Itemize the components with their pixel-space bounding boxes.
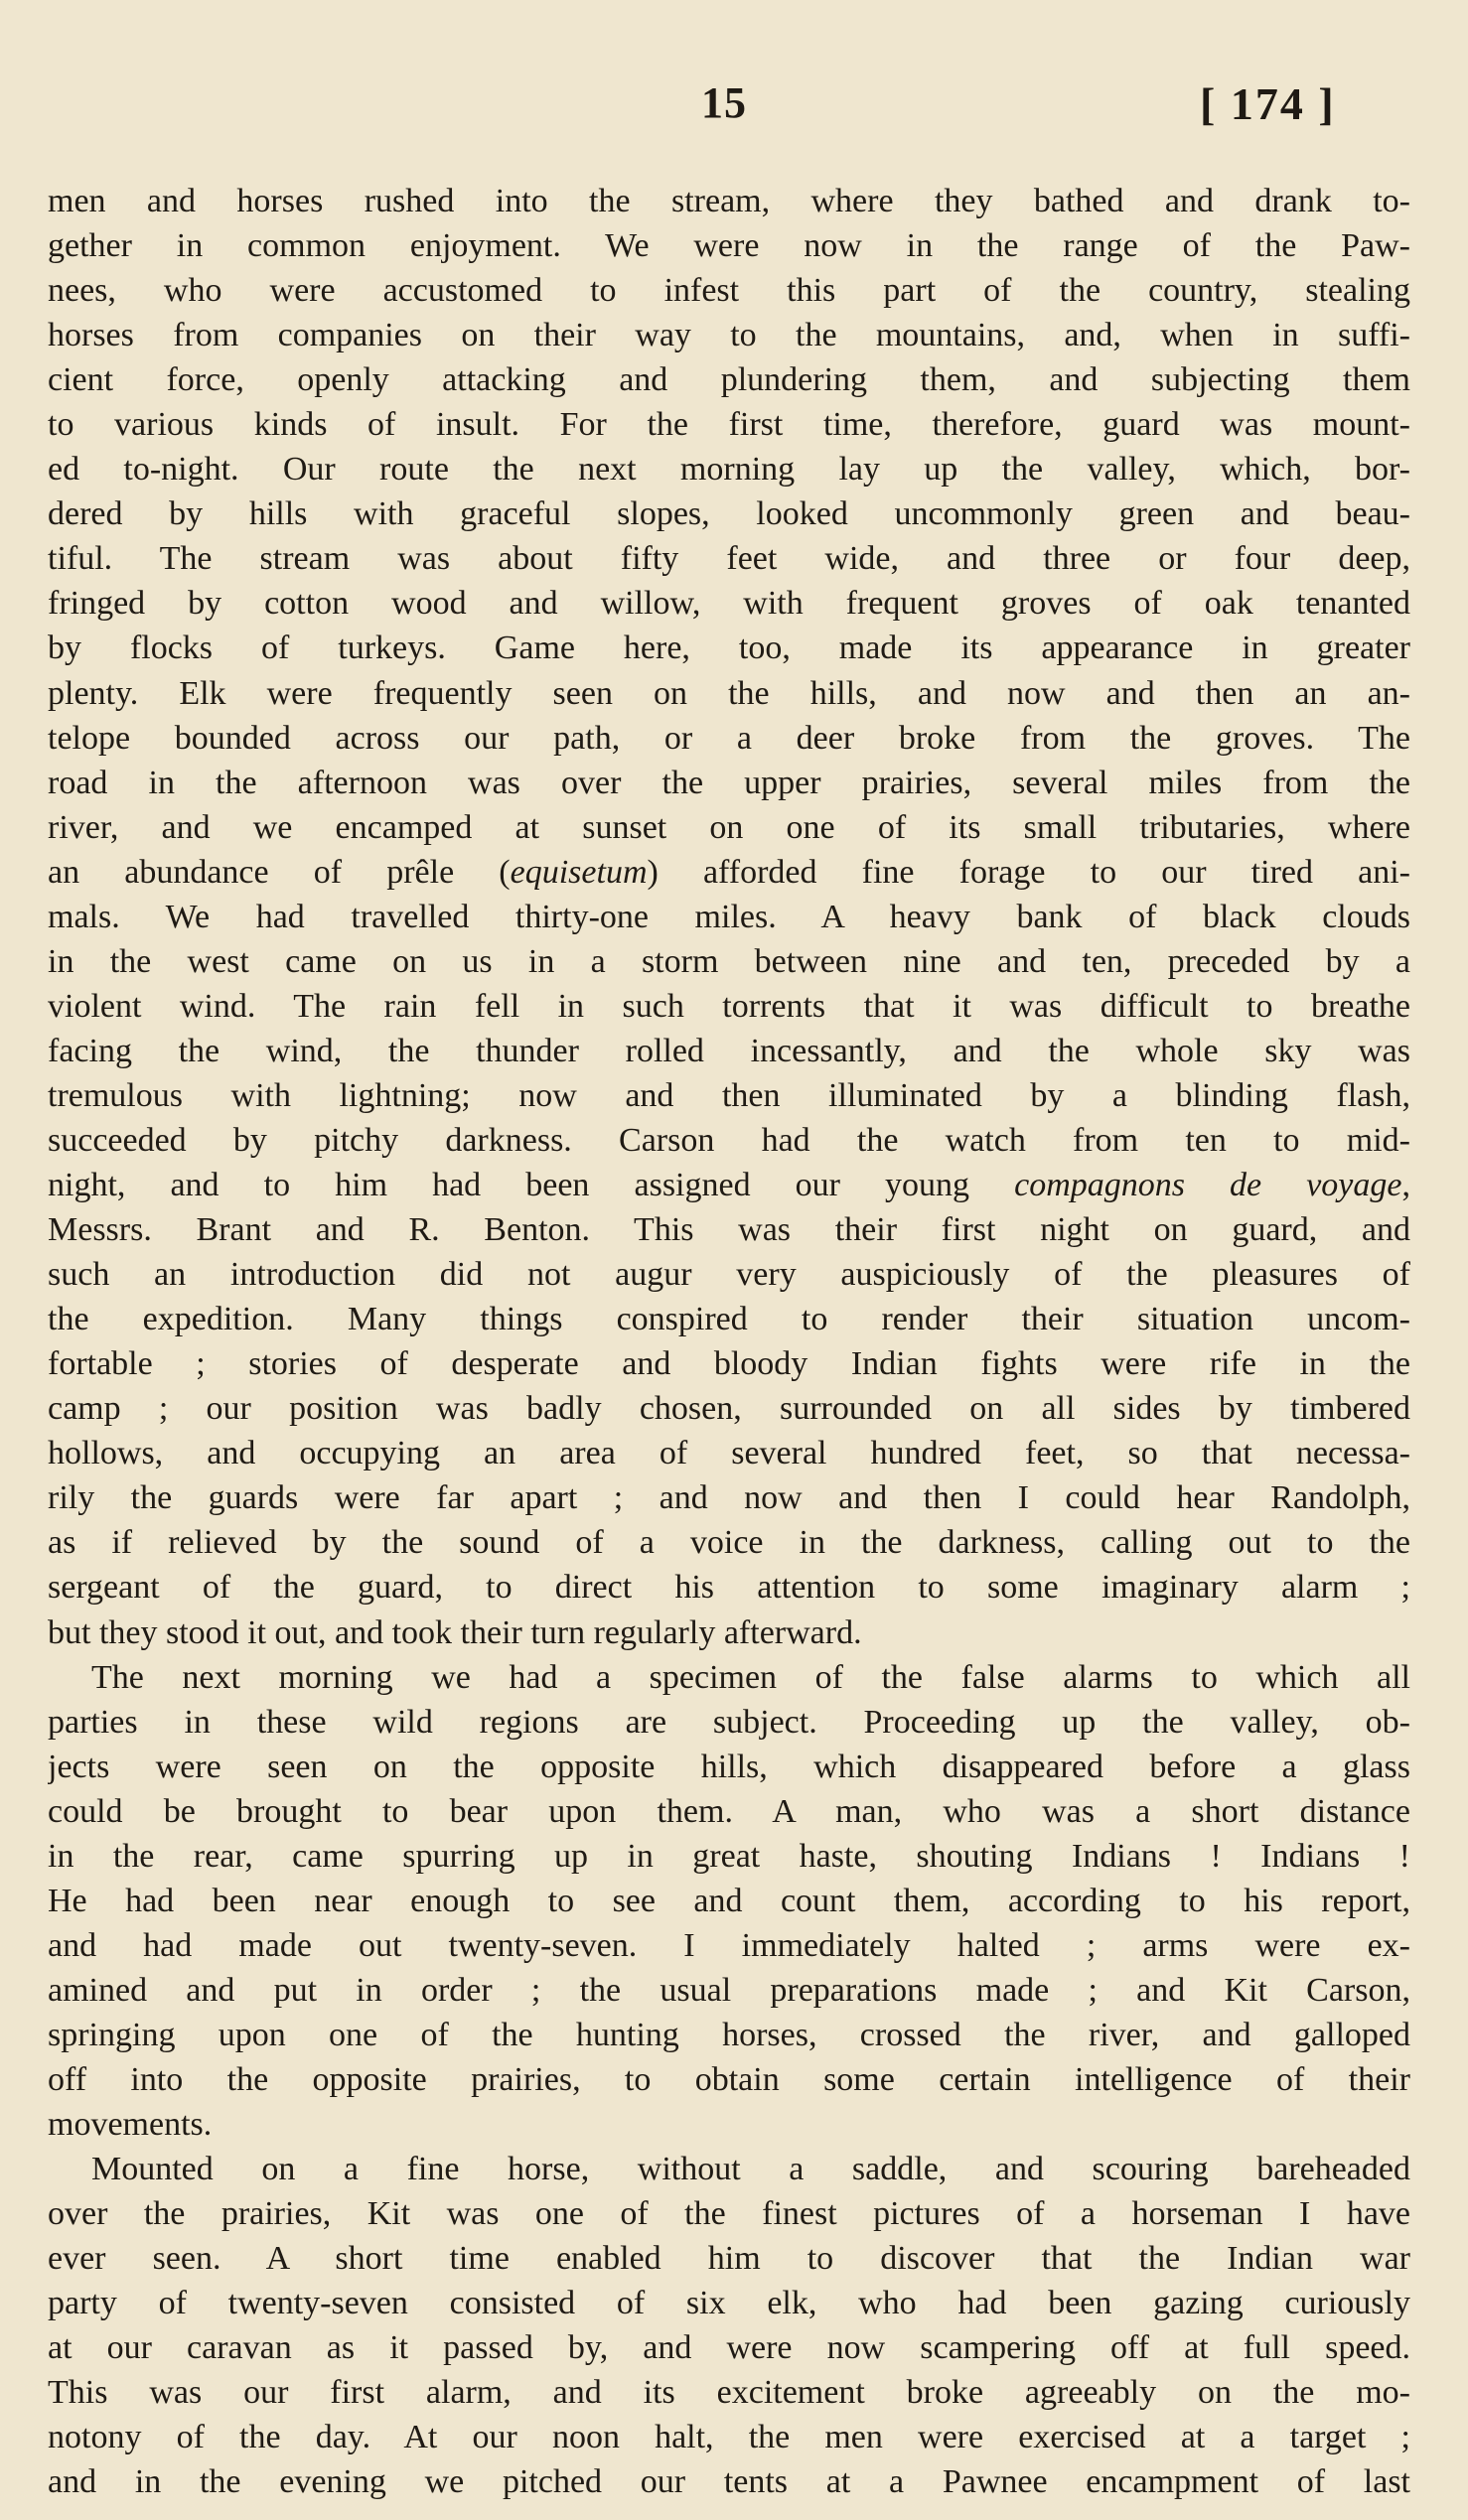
text-line: tiful. The stream was about fifty feet wide, and three or four deep, xyxy=(48,540,1410,578)
text-line: river, and we encamped at sunset on one of its small tributaries, where xyxy=(48,808,1410,846)
text-line: mals. We had travelled thirty-one miles. A heavy bank of black clouds xyxy=(48,898,1410,935)
text-segment: , xyxy=(1401,1167,1410,1204)
text-line: in the rear, came spurring up in great haste, shouting Indians ! Indians ! xyxy=(48,1837,1410,1875)
text-line: ed to-night. Our route the next morning lay up the valley, which, bor- xyxy=(48,451,1410,489)
text-line: the expedition. Many things conspired to render their situation uncom- xyxy=(48,1301,1410,1338)
text-line: violent wind. The rain fell in such torrents that it was difficult to breathe xyxy=(48,987,1410,1025)
text-line: sergeant of the guard, to direct his attention to some imaginary alarm ; xyxy=(48,1569,1410,1607)
text-line: at our caravan as it passed by, and were now scampering off at full speed. xyxy=(48,2329,1410,2367)
text-line: to various kinds of insult. For the first time, therefore, guard was mount- xyxy=(48,406,1410,444)
text-line: Mounted on a fine horse, without a saddle, and scouring bareheaded xyxy=(91,2151,1410,2188)
document-page xyxy=(48,77,1410,2500)
text-line: in the west came on us in a storm between nine and ten, preceded by a xyxy=(48,942,1410,980)
text-line xyxy=(48,850,1410,895)
text-line: such an introduction did not augur very auspiciously of the pleasures of xyxy=(48,1256,1410,1294)
bracketed-page-number: [ 174 ] xyxy=(1200,78,1336,129)
text-line: and had made out twenty-seven. I immediately halted ; arms were ex- xyxy=(48,1926,1410,1964)
text-line: by flocks of turkeys. Game here, too, made its appearance in greater xyxy=(48,630,1410,667)
text-line: gether in common enjoyment. We were now in the range of the Paw- xyxy=(48,227,1410,265)
text-line: movements. xyxy=(48,2106,213,2144)
text-line: but they stood it out, and took their turn regularly afterward. xyxy=(48,1613,862,1651)
text-line: This was our first alarm, and its excitement broke agreeably on the mo- xyxy=(48,2374,1410,2412)
text-line: The next morning we had a specimen of the false alarms to which all xyxy=(91,1658,1410,1696)
text-line: parties in these wild regions are subject. Proceeding up the valley, ob- xyxy=(48,1703,1410,1741)
text-line: tremulous with lightning; now and then illuminated by a blinding flash, xyxy=(48,1076,1410,1114)
text-line: off into the opposite prairies, to obtain some certain intelligence of their xyxy=(48,2060,1410,2098)
text-line: camp ; our position was badly chosen, surrounded on all sides by timbered xyxy=(48,1390,1410,1428)
text-line: He had been near enough to see and count them, according to his report, xyxy=(48,1882,1410,1919)
page-number: 15 xyxy=(701,78,747,127)
text-line: telope bounded across our path, or a deer broke from the groves. The xyxy=(48,719,1410,757)
text-line: succeeded by pitchy darkness. Carson had the watch from ten to mid- xyxy=(48,1121,1410,1159)
text-segment: an abundance of prêle ( xyxy=(48,853,511,891)
text-line: dered by hills with graceful slopes, looked uncommonly green and beau- xyxy=(48,495,1410,533)
text-line: cient force, openly attacking and plundering them, and subjecting them xyxy=(48,361,1410,399)
text-line: jects were seen on the opposite hills, which disappeared before a glass xyxy=(48,1748,1410,1785)
text-segment: night, and to him had been assigned our young xyxy=(48,1167,1015,1204)
body-text xyxy=(48,179,1410,2504)
text-line: road in the afternoon was over the upper prairies, several miles from the xyxy=(48,764,1410,801)
text-line: horses from companies on their way to the mountains, and, when in suffi- xyxy=(48,317,1410,354)
text-line: party of twenty-seven consisted of six elk, who had been gazing curiously xyxy=(48,2285,1410,2322)
page-header xyxy=(48,77,1410,147)
italic-term: equisetum xyxy=(510,853,648,891)
text-line: facing the wind, the thunder rolled incessantly, and the whole sky was xyxy=(48,1032,1410,1069)
text-line: and in the evening we pitched our tents at a Pawnee encampment of last xyxy=(48,2463,1410,2501)
text-line: rily the guards were far apart ; and now and then I could hear Randolph, xyxy=(48,1479,1410,1517)
text-line: hollows, and occupying an area of several hundred feet, so that necessa- xyxy=(48,1435,1410,1472)
text-line xyxy=(48,1163,1410,1207)
text-line: over the prairies, Kit was one of the finest pictures of a horseman I have xyxy=(48,2195,1410,2233)
text-line: notony of the day. At our noon halt, the men were exercised at a target ; xyxy=(48,2419,1410,2456)
italic-term: compagnons de voyage xyxy=(1014,1167,1402,1204)
text-line: men and horses rushed into the stream, where they bathed and drank to- xyxy=(48,183,1410,219)
text-line: nees, who were accustomed to infest this part of the country, stealing xyxy=(48,272,1410,310)
text-line: as if relieved by the sound of a voice in the darkness, calling out to the xyxy=(48,1524,1410,1562)
text-line: fortable ; stories of desperate and bloody Indian fights were rife in the xyxy=(48,1345,1410,1383)
text-line: springing upon one of the hunting horses, crossed the river, and galloped xyxy=(48,2016,1410,2053)
text-line: amined and put in order ; the usual preparations made ; and Kit Carson, xyxy=(48,1971,1410,2009)
text-line: Messrs. Brant and R. Benton. This was their first night on guard, and xyxy=(48,1211,1410,1249)
text-segment: ) afforded fine forage to our tired ani- xyxy=(647,853,1410,891)
text-line: fringed by cotton wood and willow, with frequent groves of oak tenanted xyxy=(48,585,1410,623)
text-line: could be brought to bear upon them. A man, who was a short distance xyxy=(48,1792,1410,1830)
text-line: plenty. Elk were frequently seen on the hills, and now and then an an- xyxy=(48,674,1410,712)
text-line: ever seen. A short time enabled him to discover that the Indian war xyxy=(48,2240,1410,2278)
